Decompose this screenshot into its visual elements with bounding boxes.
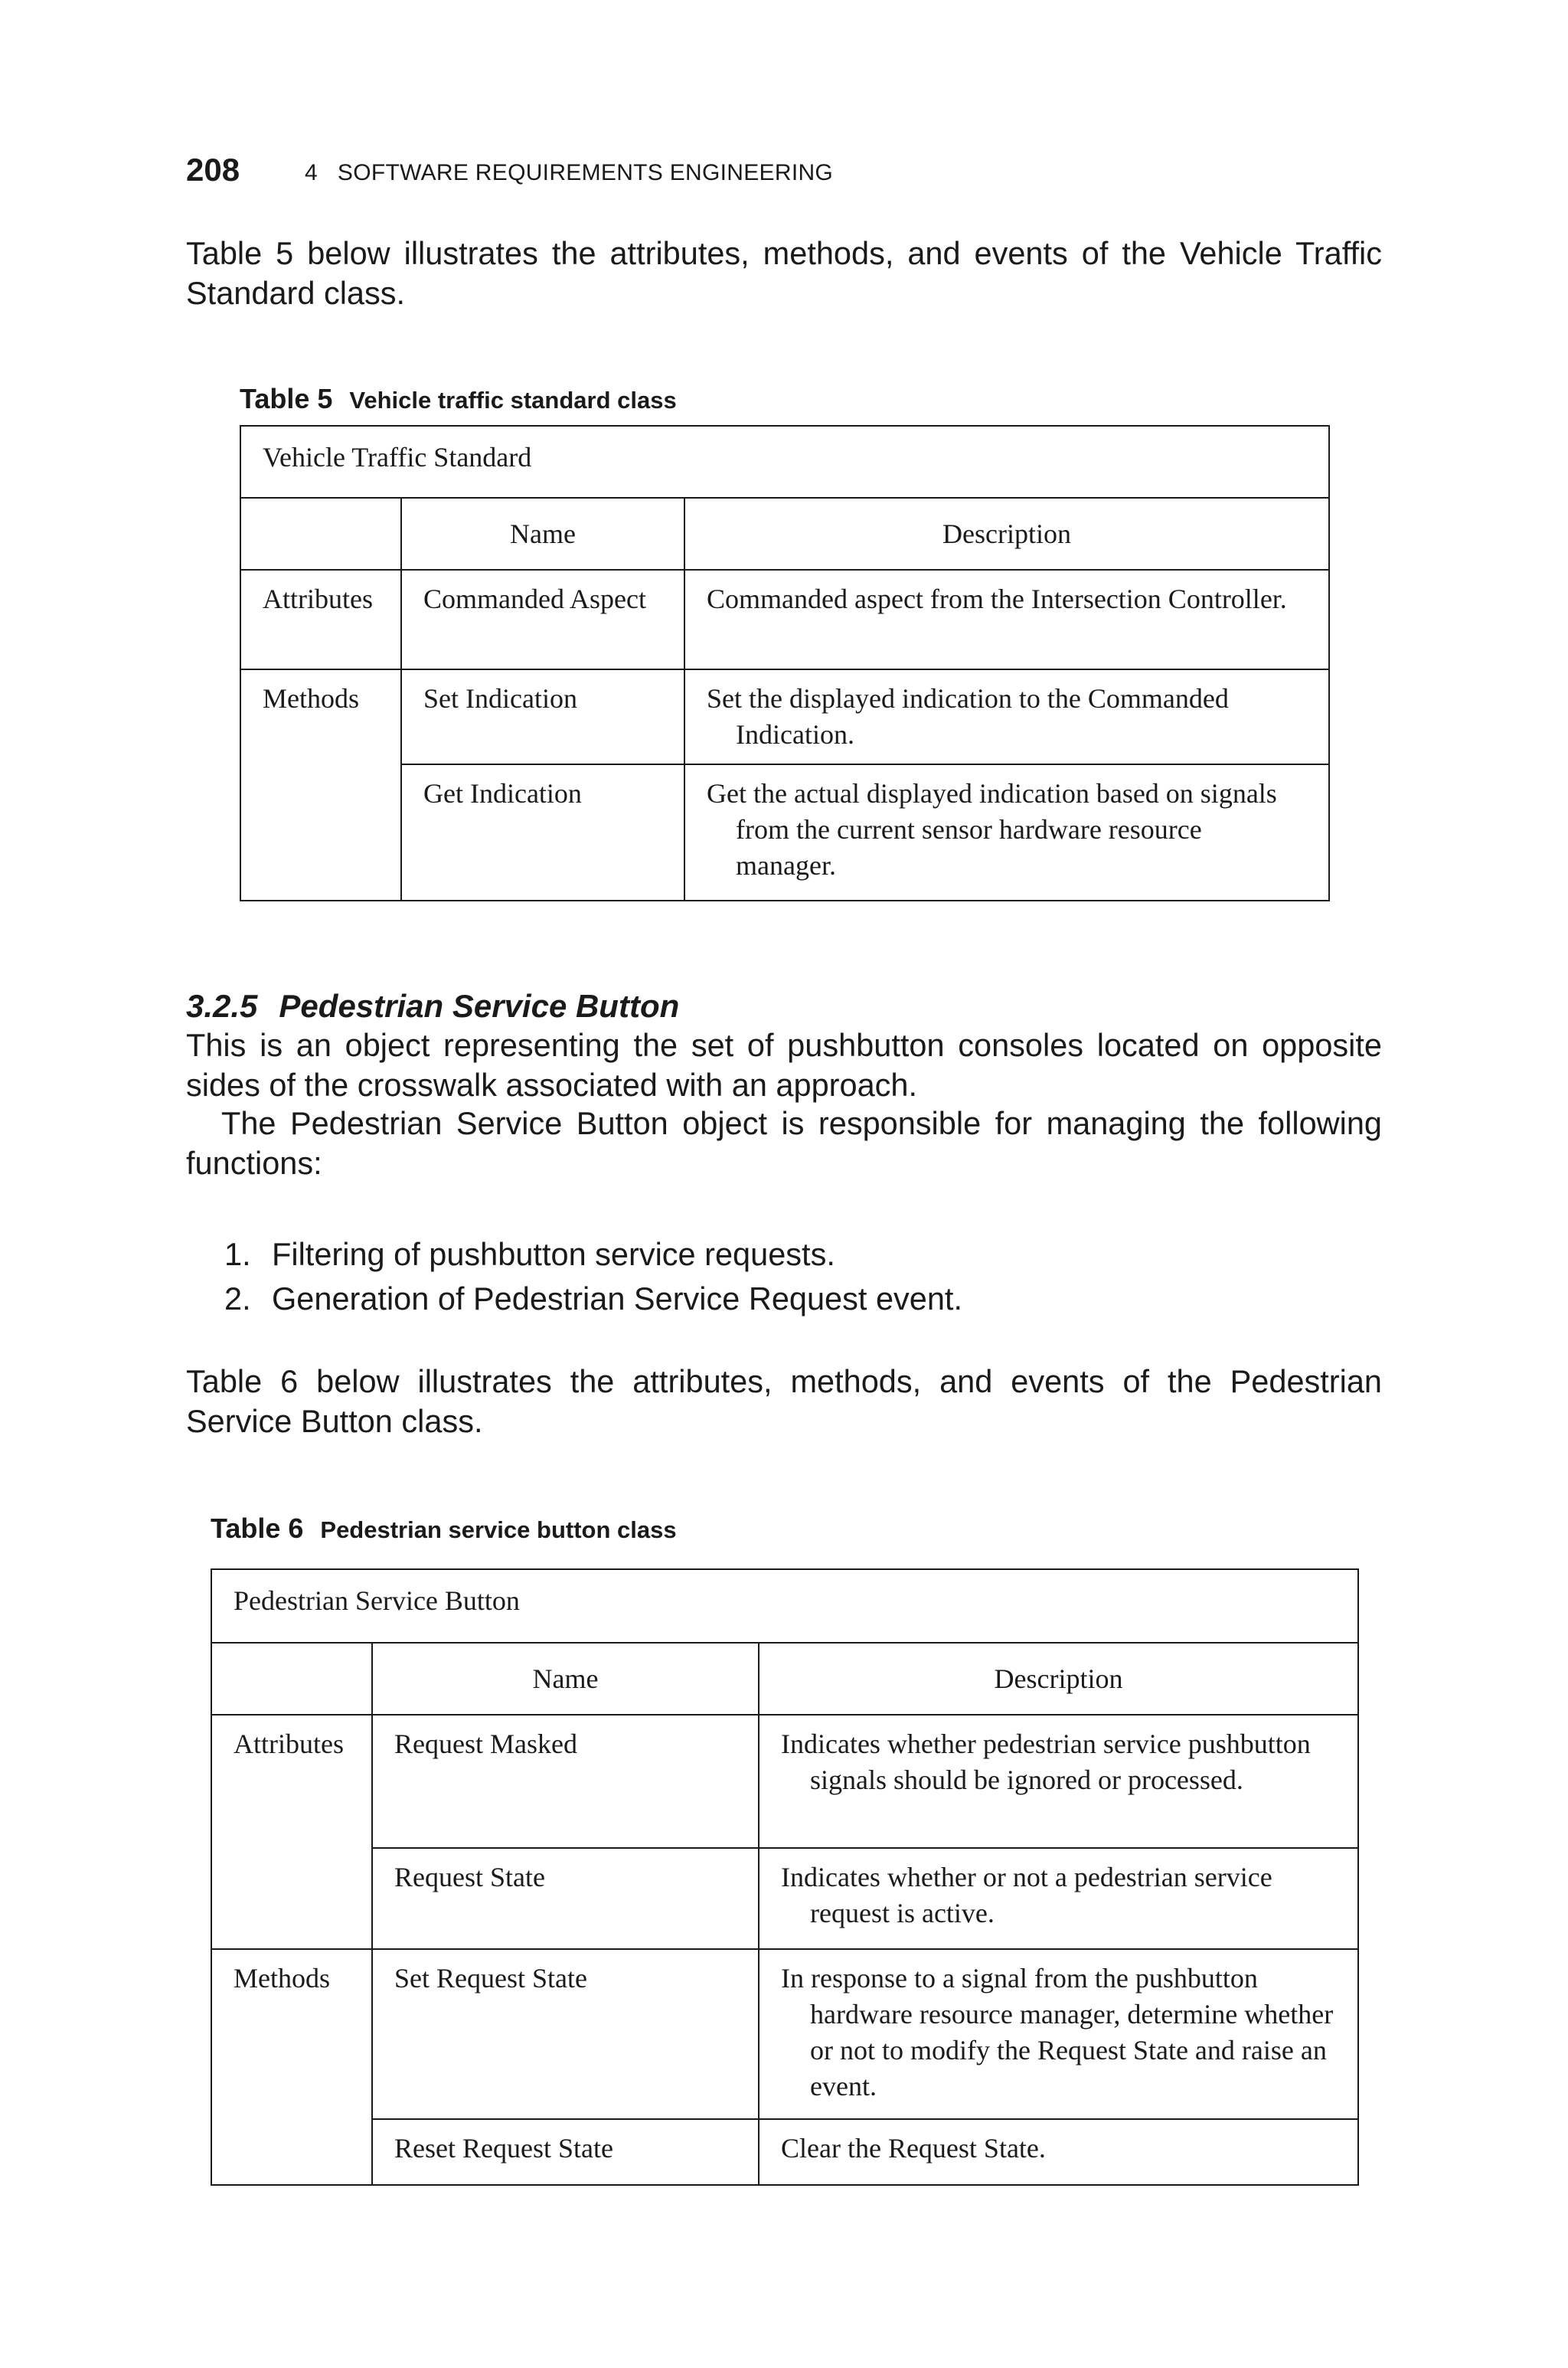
- table5-row-name: Get Indication: [401, 764, 684, 901]
- table5-caption-title: Vehicle traffic standard class: [349, 387, 677, 414]
- table6-row-name: Request State: [372, 1848, 759, 1949]
- table-row: [211, 1848, 1358, 1949]
- page-number: 208: [186, 152, 240, 188]
- table6-row-name: Reset Request State: [372, 2119, 759, 2185]
- section-paragraph: This is an object representing the set of pushbutton consoles located on opposite sides of the crosswalk associated with an approach.: [186, 1027, 1382, 1103]
- intro-paragraph: Table 5 below illustrates the attributes, methods, and events of the Vehicle Traffic Standard class.: [186, 235, 1382, 311]
- numbered-list: [224, 1235, 962, 1323]
- table5-attributes-label: Attributes: [240, 570, 401, 669]
- table5-row-name: Commanded Aspect: [401, 570, 684, 669]
- table5-class-name: Vehicle Traffic Standard: [240, 426, 1329, 498]
- table6-caption: [211, 1513, 677, 1545]
- table5-row-description: Set the displayed indication to the Commanded Indication.: [684, 669, 1329, 764]
- table5-methods-label: Methods: [240, 669, 401, 901]
- list-item: 2. Generation of Pedestrian Service Request event.: [224, 1280, 962, 1316]
- list-item: 1. Filtering of pushbutton service requests.: [224, 1236, 835, 1272]
- table5-row-name: Set Indication: [401, 669, 684, 764]
- table6-methods-label: Methods: [211, 1949, 372, 2185]
- table5-col-description: Description: [684, 498, 1329, 570]
- table6-class-name: Pedestrian Service Button: [211, 1569, 1358, 1643]
- table6-row-description: Indicates whether pedestrian service pushbutton signals should be ignored or processed.: [759, 1715, 1358, 1848]
- table6-row-description: In response to a signal from the pushbutton hardware resource manager, determine whether or not to modify the Request State and raise an event.: [759, 1949, 1358, 2119]
- table5-caption: [240, 383, 677, 415]
- section-number: 3.2.5: [186, 988, 258, 1024]
- table5-row-description: Commanded aspect from the Intersection Controller.: [684, 570, 1329, 669]
- section-paragraph: The Pedestrian Service Button object is responsible for managing the following functions:: [186, 1105, 1382, 1181]
- section-paragraph: Table 6 below illustrates the attributes, methods, and events of the Pedestrian Service Button class.: [186, 1363, 1382, 1439]
- table-row: [211, 2119, 1358, 2185]
- table6-attributes-label: Attributes: [211, 1715, 372, 1949]
- table5-row-description: Get the actual displayed indication based on signals from the current sensor hardware resource manager.: [684, 764, 1329, 901]
- table-row: [240, 669, 1329, 764]
- table6-caption-title: Pedestrian service button class: [320, 1516, 677, 1543]
- table-row: [211, 1949, 1358, 2119]
- table6-col-description: Description: [759, 1643, 1358, 1715]
- table5-empty-header: [240, 498, 401, 570]
- table6-row-name: Set Request State: [372, 1949, 759, 2119]
- table6-col-name: Name: [372, 1643, 759, 1715]
- table6-empty-header: [211, 1643, 372, 1715]
- table-row: [240, 570, 1329, 669]
- table5-col-name: Name: [401, 498, 684, 570]
- table-row: [240, 764, 1329, 901]
- running-head: 4 SOFTWARE REQUIREMENTS ENGINEERING: [305, 160, 834, 185]
- table6-row-description: Clear the Request State.: [759, 2119, 1358, 2185]
- table6: [211, 1568, 1359, 2186]
- section-heading: [186, 988, 679, 1025]
- table5: [240, 425, 1330, 901]
- table-row: [211, 1715, 1358, 1848]
- section-title: Pedestrian Service Button: [279, 988, 680, 1024]
- table6-row-name: Request Masked: [372, 1715, 759, 1848]
- table5-caption-label: Table 5: [240, 383, 333, 414]
- table6-caption-label: Table 6: [211, 1513, 304, 1544]
- table6-row-description: Indicates whether or not a pedestrian service request is active.: [759, 1848, 1358, 1949]
